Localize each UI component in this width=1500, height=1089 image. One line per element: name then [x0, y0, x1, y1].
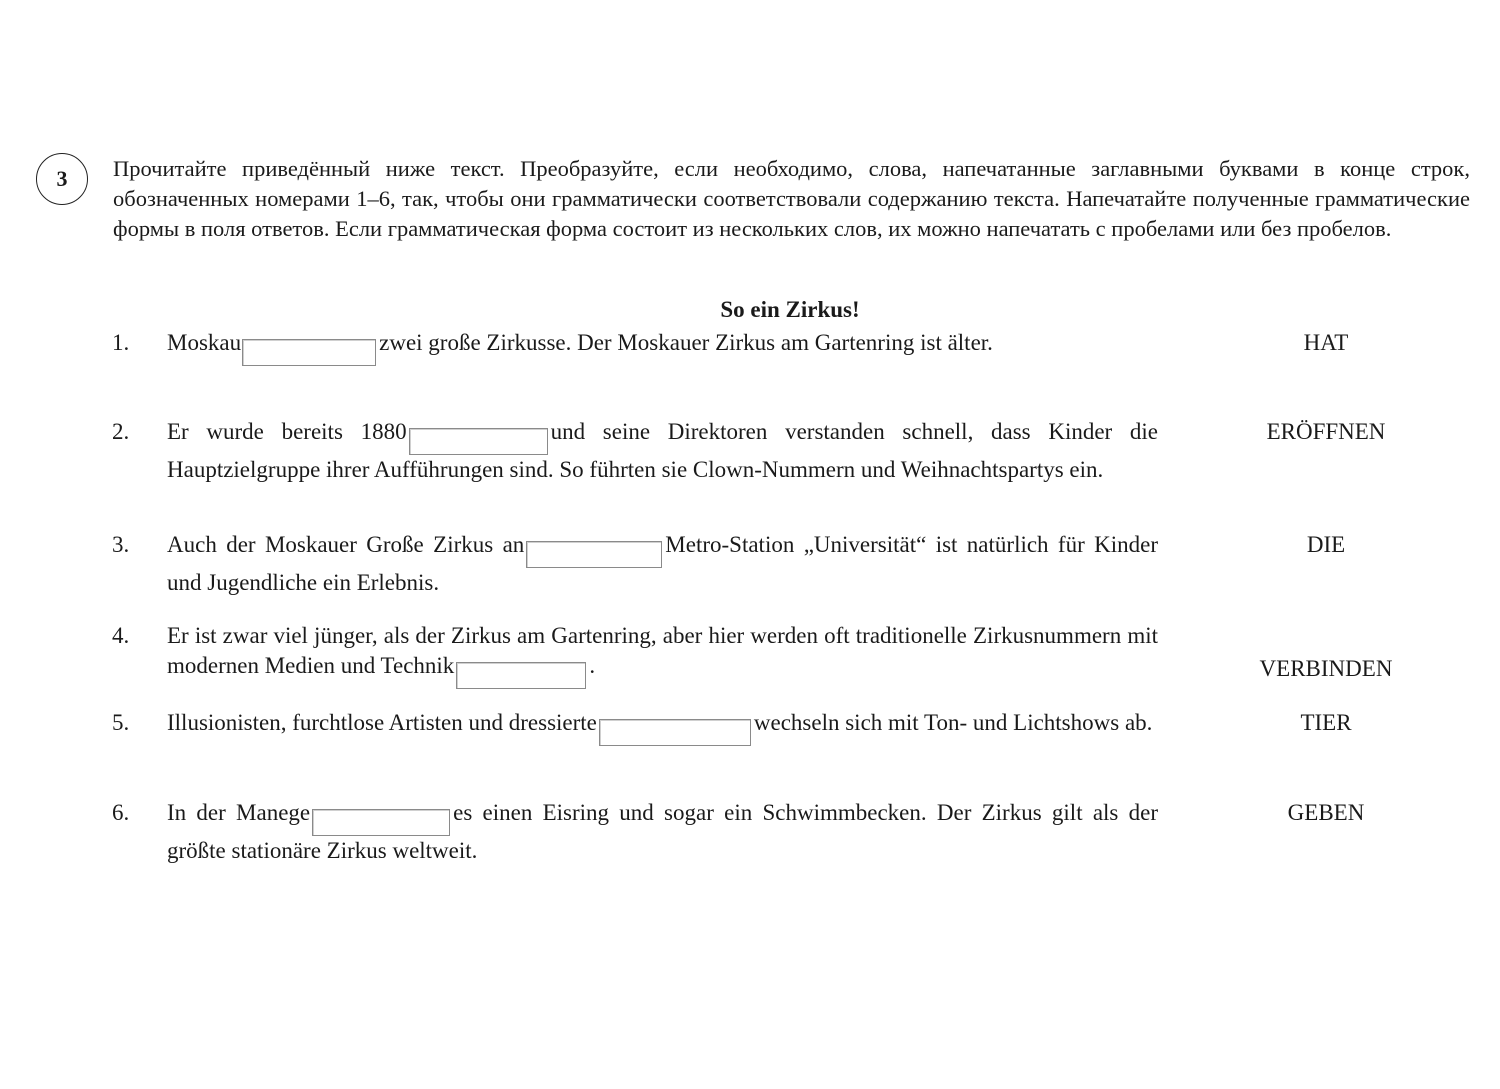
text-after: Metro-Station „Universität“ ist natürlich für Kinder und Jugendliche ein Erlebnis.: [167, 532, 1158, 595]
text-after: zwei große Zirkusse. Der Moskauer Zirkus am Gartenring ist älter.: [379, 330, 993, 355]
answer-field-1[interactable]: [242, 339, 376, 366]
answer-field-2[interactable]: [409, 428, 548, 455]
text-before: In der Manege: [167, 800, 311, 825]
text-before: Illusionisten, furchtlose Artisten und dressierte: [167, 710, 597, 735]
item-number: 1.: [112, 330, 130, 355]
text-after: wechseln sich mit Ton- und Lichtshows ab.: [753, 710, 1153, 735]
task-number-badge: [36, 153, 88, 205]
keyword-2: ERÖFFNEN: [1266, 419, 1386, 444]
item-number: 6.: [112, 800, 130, 825]
item-text: [167, 708, 1158, 746]
answer-field-6[interactable]: [312, 809, 450, 836]
task-number: 3: [56, 166, 68, 191]
keyword-6: GEBEN: [1287, 800, 1365, 825]
text-before: Moskau: [167, 330, 242, 355]
keyword-4: VERBINDEN: [1259, 656, 1393, 681]
task-instruction: Прочитайте приведённый ниже текст. Преобразуйте, если необходимо, слова, напечатанные заглавными буквами в конце строк, обозначенных номерами 1–6, так, чтобы они грамматически соответствовали содержанию текста. Напечатайте полученные грамматические формы в поля ответов. Если грамматическая форма состоит из нескольких слов, их можно напечатать с пробелами или без пробелов.: [113, 156, 1470, 241]
text-title: So ein Zirkus!: [720, 297, 860, 322]
answer-field-4[interactable]: [456, 662, 586, 689]
answer-field-3[interactable]: [526, 541, 662, 568]
item-text: [167, 530, 1158, 598]
item-text: [167, 798, 1158, 866]
keyword-5: TIER: [1300, 710, 1352, 735]
answer-field-5[interactable]: [599, 719, 751, 746]
keyword-1: HAT: [1303, 330, 1349, 355]
item-number: 5.: [112, 710, 130, 735]
text-after: und seine Direktoren verstanden schnell, dass Kinder die Hauptzielgruppe ihrer Aufführungen sind. So führten sie Clown-Nummern und Weihnachtspartys ein.: [167, 419, 1159, 482]
item-text: [167, 621, 1158, 689]
text-after: es einen Eisring und sogar ein Schwimmbecken. Der Zirkus gilt als der größte stationäre Zirkus weltweit.: [167, 800, 1159, 863]
text-before: Auch der Moskauer Große Zirkus an: [167, 532, 525, 557]
text-before: Er ist zwar viel jünger, als der Zirkus am Gartenring, aber hier werden oft traditionelle Zirkusnummern mit modernen Medien und Technik: [167, 623, 1158, 678]
item-number: 4.: [112, 623, 130, 648]
item-number: 2.: [112, 419, 130, 444]
item-number: 3.: [112, 532, 130, 557]
item-text: [167, 328, 1167, 366]
item-text: [167, 417, 1158, 485]
text-after: .: [589, 653, 596, 678]
keyword-3: DIE: [1306, 532, 1346, 557]
text-before: Er wurde bereits 1880: [167, 419, 407, 444]
